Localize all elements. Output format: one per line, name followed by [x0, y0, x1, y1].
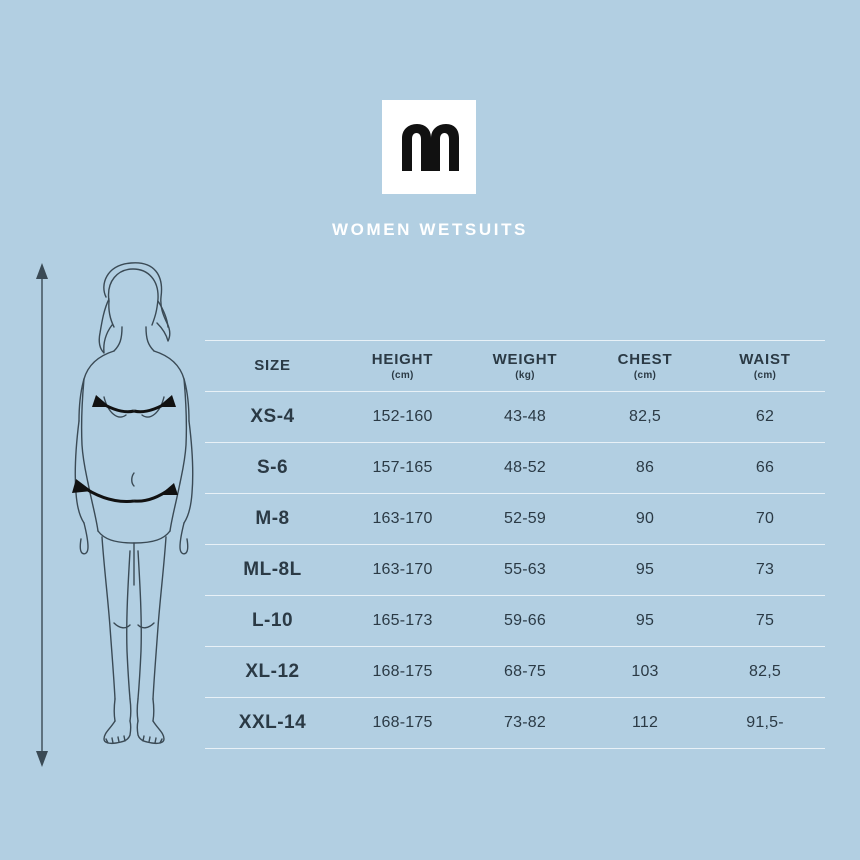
cell-waist: 91,5-	[746, 714, 784, 731]
table-row	[205, 596, 825, 647]
cell-size: XL-12	[245, 661, 300, 682]
cell-weight: 48-52	[504, 459, 546, 476]
column-unit-height: (cm)	[391, 370, 414, 381]
column-header-weight: WEIGHT (kg)	[465, 341, 585, 392]
cell-weight: 73-82	[504, 714, 546, 731]
cell-size: XXL-14	[238, 712, 307, 733]
cell-weight: 68-75	[504, 663, 546, 680]
column-header-size: SIZE	[254, 356, 291, 374]
table-header-row	[205, 341, 825, 392]
cell-chest: 112	[631, 714, 659, 731]
cell-chest: 90	[635, 510, 655, 527]
waist-arrow	[80, 485, 170, 501]
table-row	[205, 392, 825, 443]
cell-weight: 55-63	[504, 561, 546, 578]
cell-waist: 62	[755, 408, 775, 425]
cell-chest: 95	[635, 612, 655, 629]
cell-size: ML-8L	[243, 559, 302, 580]
cell-size: XS-4	[250, 406, 295, 427]
cell-weight: 43-48	[504, 408, 546, 425]
column-header-chest: CHEST (cm)	[585, 341, 705, 392]
column-unit-waist: (cm)	[753, 370, 777, 381]
cell-chest: 82,5	[629, 408, 661, 425]
table-row	[205, 443, 825, 494]
cell-chest: 86	[635, 459, 655, 476]
cell-height: 165-173	[372, 612, 433, 629]
size-chart-table	[205, 340, 825, 749]
column-unit-weight: (kg)	[515, 370, 535, 381]
brand-logo	[382, 100, 476, 194]
cell-waist: 70	[755, 510, 775, 527]
table-row	[205, 494, 825, 545]
m-logo-icon	[398, 122, 460, 172]
column-header-height: HEIGHT (cm)	[340, 341, 465, 392]
body-illustration	[30, 255, 220, 775]
cell-height: 157-165	[372, 459, 433, 476]
table-row	[205, 698, 825, 749]
page-title: WOMEN WETSUITS	[332, 220, 528, 239]
cell-height: 168-175	[372, 663, 433, 680]
column-header-waist: WAIST (cm)	[705, 341, 825, 392]
cell-chest: 95	[635, 561, 655, 578]
cell-chest: 103	[631, 663, 659, 680]
cell-waist: 66	[755, 459, 775, 476]
cell-height: 168-175	[372, 714, 433, 731]
cell-waist: 75	[755, 612, 775, 629]
cell-waist: 82,5	[749, 663, 781, 680]
cell-height: 163-170	[372, 510, 433, 527]
cell-waist: 73	[755, 561, 775, 578]
cell-height: 163-170	[372, 561, 433, 578]
table-row	[205, 545, 825, 596]
cell-size: L-10	[251, 610, 294, 631]
column-unit-chest: (cm)	[633, 370, 657, 381]
cell-weight: 52-59	[504, 510, 546, 527]
cell-size: S-6	[256, 457, 289, 478]
cell-size: M-8	[255, 508, 290, 529]
table-row	[205, 647, 825, 698]
cell-weight: 59-66	[504, 612, 546, 629]
cell-height: 152-160	[372, 408, 433, 425]
